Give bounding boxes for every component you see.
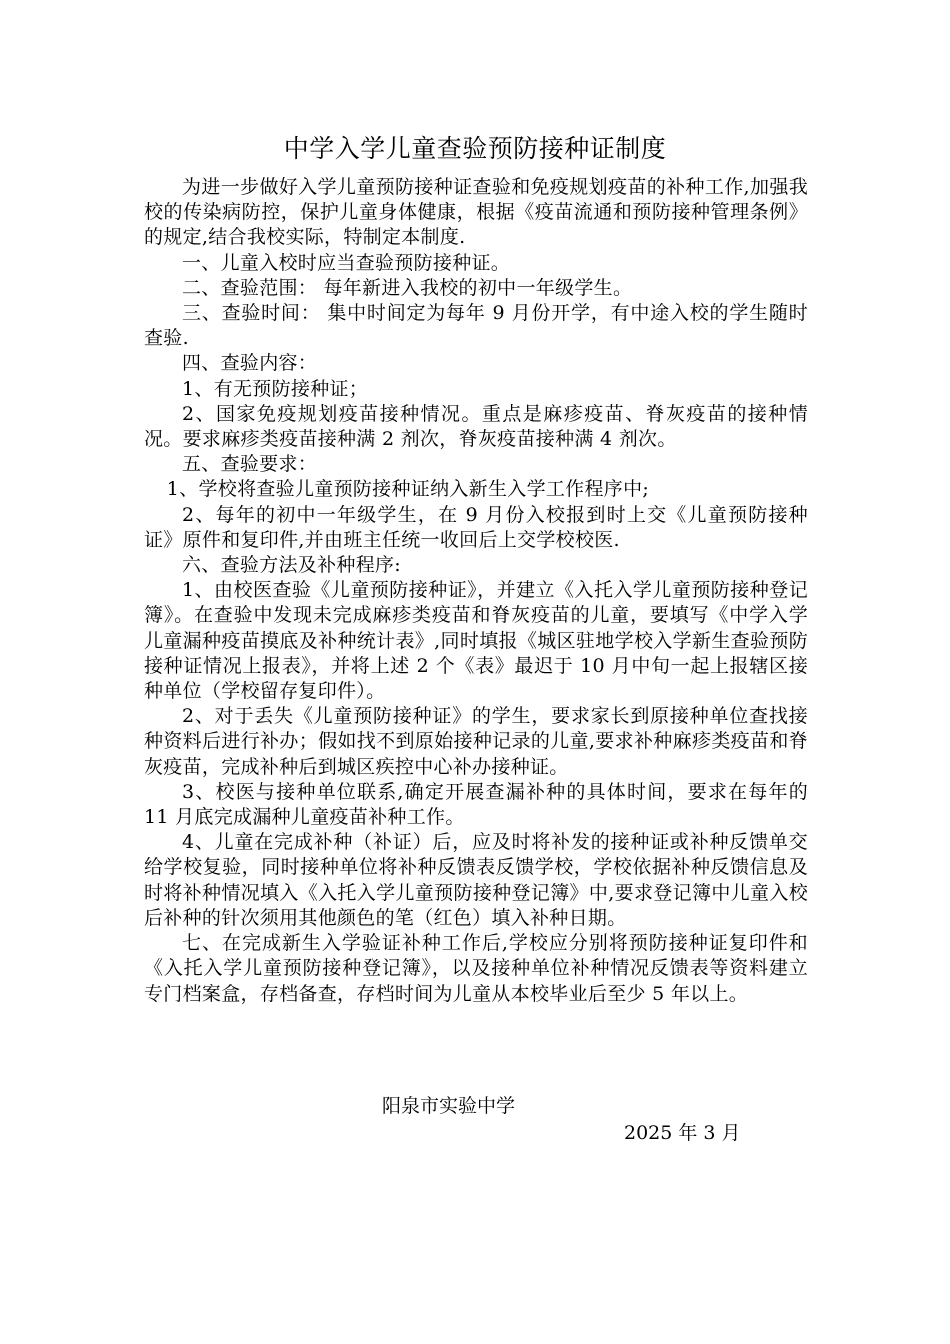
section-6-item-2: 2、对于丢失《儿童预防接种证》的学生，要求家长到原接种单位查找接种资料后进行补办；假如找不到原始接种记录的儿童,要求补种麻疹类疫苗和脊灰疫苗，完成补种后到城区疾控中心补办接种证。 bbox=[144, 705, 808, 778]
section-1: 一、儿童入校时应当查验预防接种证。 bbox=[182, 251, 511, 274]
signature-school: 阳泉市实验中学 bbox=[382, 1095, 516, 1117]
section-3: 三、查验时间： 集中时间定为每年 9 月份开学，有中途入校的学生随时查验. bbox=[144, 302, 808, 350]
section-2: 二、查验范围： 每年新进入我校的初中一年级学生。 bbox=[182, 276, 633, 299]
intro-paragraph: 为进一步做好入学儿童预防接种证查验和免疫规划疫苗的补种工作,加强我校的传染病防控，保护儿童身体健康，根据《疫苗流通和预防接种管理条例》的规定,结合我校实际，特制定本制度. bbox=[144, 176, 808, 249]
section-7: 七、在完成新生入学验证补种工作后,学校应分别将预防接种证复印件和《入托入学儿童预防接种登记簿》，以及接种单位补种情况反馈表等资料建立专门档案盒，存档备查，存档时间为儿童从本校毕业后至少 5 年以上。 bbox=[144, 932, 808, 1005]
section-5-item-2: 2、每年的初中一年级学生，在 9 月份入校报到时上交《儿童预防接种证》原件和复印件,并由班主任统一收回后上交学校校医. bbox=[144, 503, 808, 551]
signature-date: 2025 年 3 月 bbox=[624, 1122, 741, 1144]
section-4-heading: 四、查验内容： bbox=[182, 352, 318, 375]
section-6-item-1: 1、由校医查验《儿童预防接种证》，并建立《入托入学儿童预防接种登记簿》。在查验中发现未完成麻疹类疫苗和脊灰疫苗的儿童，要填写《中学入学儿童漏种疫苗摸底及补种统计表》,同时填报《城区驻地学校入学新生查验预防接种证情况上报表》，并将上述 2 个《表》最迟于 10 月中旬一起上报辖区接种单位（学校留存复印件）。 bbox=[144, 579, 808, 703]
section-6-item-3: 3、校医与接种单位联系,确定开展查漏补种的具体时间，要求在每年的 11 月底完成漏种儿童疫苗补种工作。 bbox=[144, 780, 808, 829]
document-title: 中学入学儿童查验预防接种证制度 bbox=[283, 134, 667, 163]
document-body bbox=[144, 175, 808, 1007]
section-5-item-1: 1、学校将查验儿童预防接种证纳入新生入学工作程序中; bbox=[166, 478, 650, 501]
section-4-item-2: 2、国家免疫规划疫苗接种情况。重点是麻疹疫苗、脊灰疫苗的接种情况。要求麻疹类疫苗接种满 2 剂次，脊灰疫苗接种满 4 剂次。 bbox=[144, 402, 808, 451]
section-6-item-4: 4、儿童在完成补种（补证）后，应及时将补发的接种证或补种反馈单交给学校复验，同时接种单位将补种反馈表反馈学校，学校依据补种反馈信息及时将补种情况填入《入托入学儿童预防接种登记簿》中,要求登记簿中儿童入校后补种的针次须用其他颜色的笔（红色）填入补种日期。 bbox=[144, 831, 808, 929]
section-4-item-1: 1、有无预防接种证； bbox=[182, 377, 369, 400]
section-6-heading: 六、查验方法及补种程序: bbox=[182, 554, 402, 577]
section-5-heading: 五、查验要求： bbox=[182, 453, 318, 476]
